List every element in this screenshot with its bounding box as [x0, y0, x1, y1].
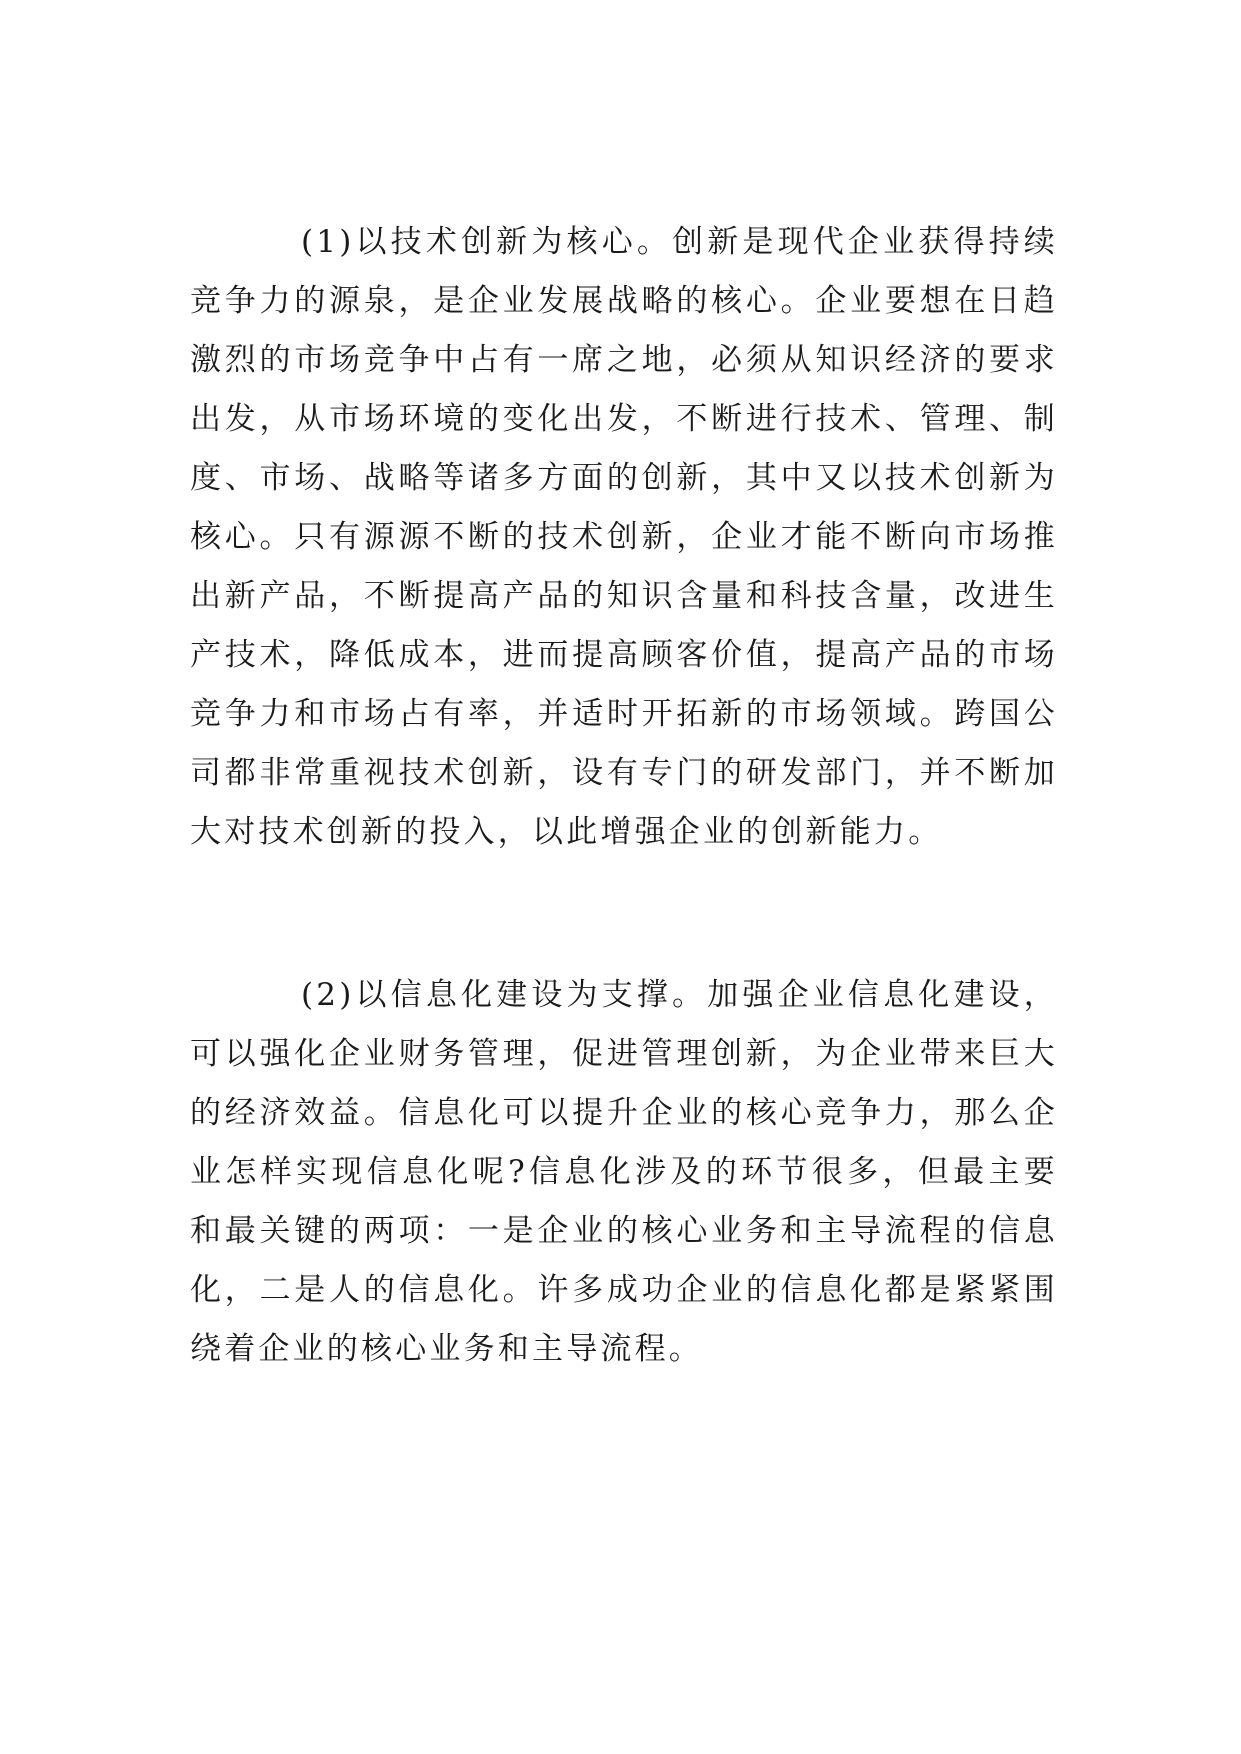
paragraph-informatization: (2)以信息化建设为支撑。加强企业信息化建设，可以强化企业财务管理，促进管理创新，为企业带来巨大的经济效益。信息化可以提升企业的核心竞争力，那么企业怎样实现信息化呢?信息化涉及的环节很多，但最主要和最关键的两项：一是企业的核心业务和主导流程的信息化，二是人的信息化。许多成功企业的信息化都是紧紧围绕着企业的核心业务和主导流程。 — [190, 977, 1058, 1367]
paragraph-technology-innovation: (1)以技术创新为核心。创新是现代企业获得持续竞争力的源泉，是企业发展战略的核心。企业要想在日趋激烈的市场竞争中占有一席之地，必须从知识经济的要求出发，从市场环境的变化出发，不断进行技术、管理、制度、市场、战略等诸多方面的创新，其中又以技术创新为核心。只有源源不断的技术创新，企业才能不断向市场推出新产品，不断提高产品的知识含量和科技含量，改进生产技术，降低成本，进而提高顾客价值，提高产品的市场竞争力和市场占有率，并适时开拓新的市场领域。跨国公司都非常重视技术创新，设有专门的研发部门，并不断加大对技术创新的投入，以此增强企业的创新能力。 — [190, 224, 1058, 850]
